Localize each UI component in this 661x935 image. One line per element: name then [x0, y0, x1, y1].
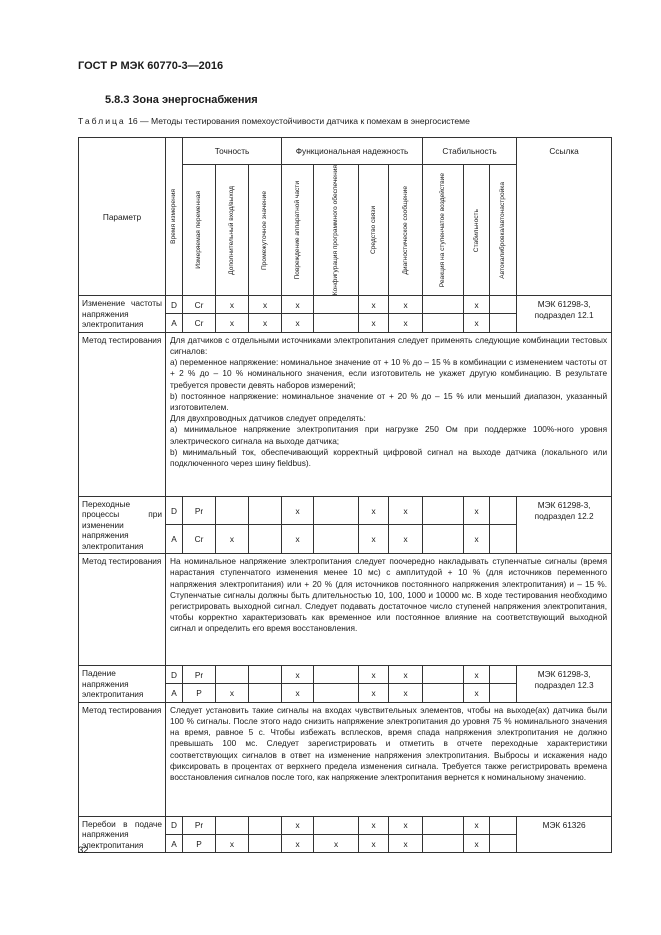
method-paragraph: а) переменное напряжение: номинальное значение от + 10 % до – 15 % в комбинации с изменением частоты от + 2 % до – 10 % номинального значения, если изготовитель не укажет другую комбинацию. В результате требуется провести девять наборов измерений;: [170, 357, 608, 390]
mark-cell: [423, 496, 464, 525]
mark-cell: [314, 666, 359, 684]
mark-cell: [423, 314, 464, 332]
table-row: [79, 816, 612, 834]
method-paragraph: Для датчиков с отдельными источниками электропитания следует применять следующие комбинации тестовых сигналов:: [170, 334, 608, 356]
mark-cell: x: [216, 525, 249, 554]
mark-cell: x: [282, 496, 314, 525]
method-paragraph: Для двухпроводных датчиков следует определять:: [170, 413, 366, 424]
header-col-6: Средство связи: [359, 165, 389, 296]
mark-cell: x: [389, 525, 423, 554]
table-row: [79, 496, 612, 525]
page-number: 32: [78, 845, 89, 856]
time-cell: D: [166, 496, 183, 525]
mark-cell: x: [464, 525, 490, 554]
header-col-5: Конфигурация программного обеспечения: [314, 165, 359, 296]
mark-cell: [490, 666, 517, 684]
mark-cell: x: [314, 834, 359, 852]
mark-cell: x: [359, 296, 389, 314]
mark-cell: Cr: [183, 296, 216, 314]
mark-cell: [423, 666, 464, 684]
mark-cell: x: [389, 816, 423, 834]
mark-cell: x: [464, 834, 490, 852]
method-row: [79, 554, 612, 666]
mark-cell: x: [464, 496, 490, 525]
mark-cell: x: [359, 834, 389, 852]
header-col-2: Дополнительный вход/выход: [216, 165, 249, 296]
mark-cell: [249, 666, 282, 684]
mark-cell: x: [359, 496, 389, 525]
method-description: [166, 332, 612, 496]
mark-cell: [216, 666, 249, 684]
mark-cell: [216, 816, 249, 834]
table-row: [79, 296, 612, 314]
table-caption-label: Таблица: [78, 116, 126, 126]
table-caption: [78, 116, 470, 126]
mark-cell: x: [359, 666, 389, 684]
mark-cell: [216, 496, 249, 525]
time-cell: A: [166, 684, 183, 702]
mark-cell: x: [249, 296, 282, 314]
header-reference: Ссылка: [517, 138, 612, 296]
header-param: Параметр: [79, 138, 166, 296]
time-cell: A: [166, 834, 183, 852]
mark-cell: [490, 684, 517, 702]
mark-cell: x: [464, 296, 490, 314]
method-label: Метод тестирования: [79, 332, 166, 496]
mark-cell: Cr: [183, 314, 216, 332]
mark-cell: Pr: [183, 496, 216, 525]
method-paragraph: b) минимальный ток, обеспечивающий корректный цифровой сигнал на выходе датчика (локального или подключенного через шину fieldbus).: [170, 446, 608, 468]
header-time: Время измерения: [166, 138, 183, 296]
param-name: Переходные процессы при изменении напряжения электропитания: [79, 496, 166, 554]
mark-cell: [490, 496, 517, 525]
mark-cell: [490, 314, 517, 332]
mark-cell: [423, 525, 464, 554]
mark-cell: Pr: [183, 666, 216, 684]
mark-cell: x: [464, 314, 490, 332]
mark-cell: [490, 296, 517, 314]
mark-cell: [314, 296, 359, 314]
mark-cell: x: [359, 525, 389, 554]
method-description: [166, 554, 612, 666]
mark-cell: x: [282, 666, 314, 684]
mark-cell: [249, 816, 282, 834]
header-accuracy: Точность: [183, 138, 282, 165]
param-name: Изменение частоты напряжения электропитания: [79, 296, 166, 333]
mark-cell: [249, 496, 282, 525]
mark-cell: Pr: [183, 816, 216, 834]
time-cell: D: [166, 666, 183, 684]
mark-cell: x: [464, 816, 490, 834]
method-paragraph: а) минимальное напряжение электропитания при нагрузке 250 Ом при поддержке 100%-ного уровня электрического сигнала на выходе датчика;: [170, 424, 608, 446]
table-row: [79, 666, 612, 684]
time-cell: D: [166, 296, 183, 314]
mark-cell: x: [216, 834, 249, 852]
mark-cell: [423, 816, 464, 834]
mark-cell: [314, 496, 359, 525]
mark-cell: [249, 525, 282, 554]
mark-cell: x: [389, 666, 423, 684]
mark-cell: [423, 834, 464, 852]
reference-cell: МЭК 61298-3, подраздел 12.1: [517, 296, 612, 333]
header-stability: Стабильность: [423, 138, 517, 165]
header-reliability: Функциональная надежность: [282, 138, 423, 165]
header-col-7: Диагностическое сообщение: [389, 165, 423, 296]
reference-cell: МЭК 61326: [517, 816, 612, 853]
method-label: Метод тестирования: [79, 554, 166, 666]
mark-cell: [249, 834, 282, 852]
mark-cell: x: [464, 684, 490, 702]
section-title: 5.8.3 Зона энергоснабжения: [105, 94, 258, 106]
document-title: ГОСТ Р МЭК 60770-3—2016: [78, 60, 224, 72]
mark-cell: P: [183, 834, 216, 852]
header-col-1: Измеряемая переменная: [183, 165, 216, 296]
method-row: [79, 702, 612, 816]
mark-cell: x: [464, 666, 490, 684]
mark-cell: x: [249, 314, 282, 332]
method-label: Метод тестирования: [79, 702, 166, 816]
mark-cell: x: [216, 296, 249, 314]
method-paragraph: На номинальное напряжение электропитания следует поочередно накладывать ступенчатые сигналы (время нарастания ступенчатого изменения менее 10 мс) с амплитудой + 10 % (для источников переменного напряжения электропитания) или + 20 % (для источников постоянного напряжения электропитания) и – 15 %. Ступенчатые сигналы должны быть длительностью 10, 100, 1000 и 10000 мс. В ходе тестирования необходимо регистрировать выходной сигнал. Следует подавать достаточное число ступеней напряжения электропитания, чтобы корректно характеризовать как временное или постоянное влияние на соответствующий выходной сигнал и определить его время восстановления.: [170, 556, 608, 634]
mark-cell: [314, 816, 359, 834]
mark-cell: x: [389, 684, 423, 702]
mark-cell: x: [389, 834, 423, 852]
mark-cell: [314, 525, 359, 554]
time-cell: A: [166, 525, 183, 554]
mark-cell: x: [216, 684, 249, 702]
mark-cell: x: [389, 296, 423, 314]
header-col-9: Стабильность: [464, 165, 490, 296]
mark-cell: [423, 296, 464, 314]
mark-cell: x: [282, 314, 314, 332]
mark-cell: [490, 525, 517, 554]
mark-cell: x: [359, 816, 389, 834]
mark-cell: [490, 816, 517, 834]
mark-cell: x: [282, 525, 314, 554]
method-row: [79, 332, 612, 496]
mark-cell: P: [183, 684, 216, 702]
header-col-3: Промежуточное значение: [249, 165, 282, 296]
method-description: [166, 702, 612, 816]
header-col-4: Повреждение аппаратной части: [282, 165, 314, 296]
immunity-test-table: [78, 137, 612, 853]
mark-cell: x: [282, 684, 314, 702]
param-name: Перебои в подаче напряжения электропитания: [79, 816, 166, 853]
method-paragraph: b) постоянное напряжение: номинальное значение от + 20 % до – 15 % или меньший диапазон, указанный изготовителем.: [170, 390, 608, 412]
mark-cell: [314, 314, 359, 332]
mark-cell: x: [216, 314, 249, 332]
mark-cell: [423, 684, 464, 702]
method-paragraph: Следует установить такие сигналы на входах чувствительных элементов, чтобы на выходе(ах) датчика были 100 % сигналы. После этого надо снизить напряжение электропитания до уровня 75 % номинального значения на время, равное 5 с. Чтобы избежать всплесков, время спада напряжения электропитания не должно превышать 100 мс. Следует зарегистрировать и отметить в отчете переходные характеристики соответствующих сигналов в ответ на изменение напряжения электропитания. Выбросы и искажения надо фиксировать в процентах от верхнего предела изменения сигнала. Требуется также регистрировать времена восстановления сигналов после того, как напряжение электропитания вернется к номинальному значению.: [170, 704, 608, 782]
mark-cell: [249, 684, 282, 702]
time-cell: A: [166, 314, 183, 332]
mark-cell: Cr: [183, 525, 216, 554]
mark-cell: x: [359, 684, 389, 702]
table-caption-text: 16 — Методы тестирования помехоустойчивости датчика к помехам в энергосистеме: [128, 116, 470, 126]
time-cell: D: [166, 816, 183, 834]
mark-cell: x: [389, 496, 423, 525]
mark-cell: x: [359, 314, 389, 332]
mark-cell: [314, 684, 359, 702]
reference-cell: МЭК 61298-3, подраздел 12.2: [517, 496, 612, 554]
reference-cell: МЭК 61298-3, подраздел 12.3: [517, 666, 612, 703]
header-col-8: Реакция на ступенчатое воздействие: [423, 165, 464, 296]
mark-cell: x: [282, 296, 314, 314]
header-col-10: Автокалибровка/автонастройка: [490, 165, 517, 296]
mark-cell: x: [282, 816, 314, 834]
mark-cell: x: [282, 834, 314, 852]
mark-cell: x: [389, 314, 423, 332]
param-name: Падение напряжения электропитания: [79, 666, 166, 703]
mark-cell: [490, 834, 517, 852]
